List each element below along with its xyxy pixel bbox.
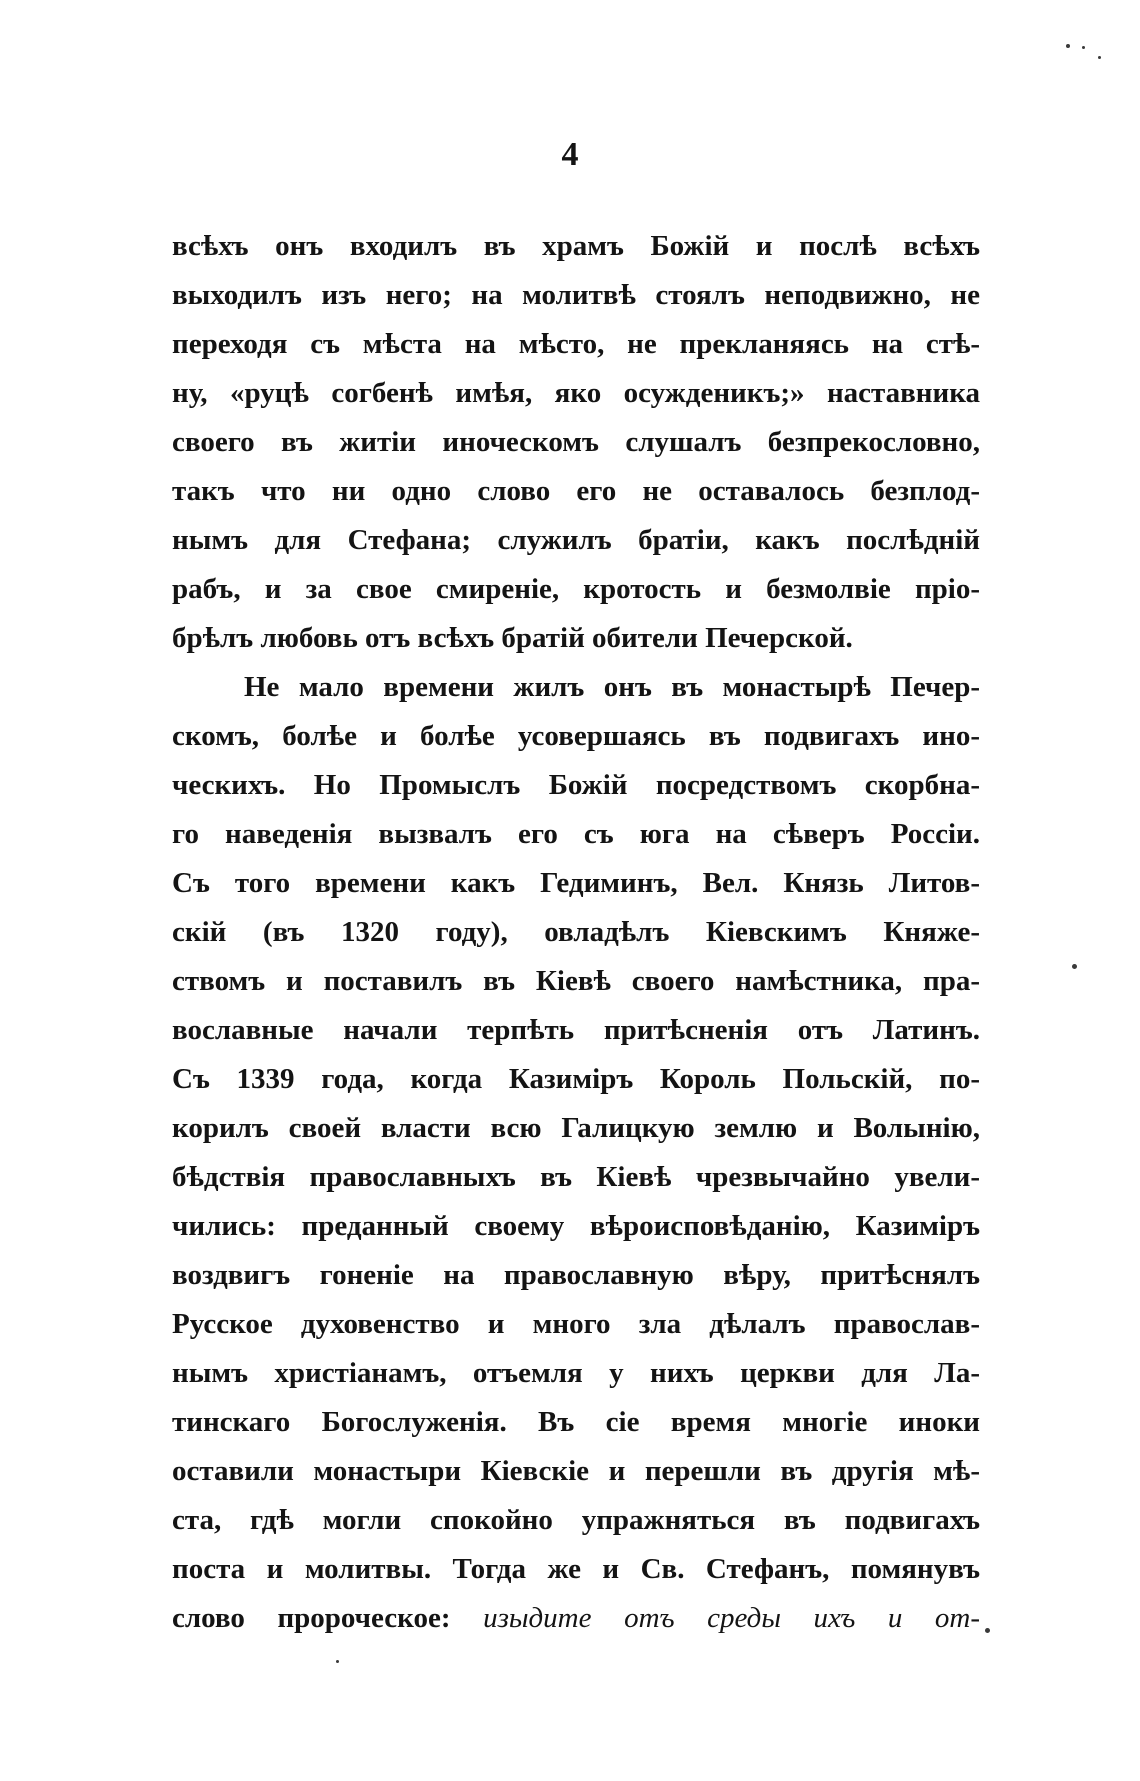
scan-speck bbox=[1082, 46, 1085, 49]
text-line: переходя съ мѣста на мѣсто, не прекланяясь на стѣ- bbox=[172, 328, 980, 360]
text-line: тинскаго Богослуженія. Въ сіе время многіе иноки bbox=[172, 1406, 980, 1438]
text-body bbox=[172, 222, 980, 1643]
text-line: такъ что ни одно слово его не оставалось безплод- bbox=[172, 475, 980, 507]
text-line: воздвигъ гоненіе на православную вѣру, притѣснялъ bbox=[172, 1259, 980, 1291]
text-line: бѣдствія православныхъ въ Кіевѣ чрезвычайно увели- bbox=[172, 1161, 980, 1193]
paragraph-end-line: брѣлъ любовь отъ всѣхъ братій обители Печерской. bbox=[172, 622, 853, 654]
text-line: корилъ своей власти всю Галицкую землю и Волынію, bbox=[172, 1112, 980, 1144]
text-line: вославные начали терпѣть притѣсненія отъ Латинъ. bbox=[172, 1014, 980, 1046]
scan-speck bbox=[1098, 56, 1101, 59]
text-line: го наведенія вызвалъ его съ юга на сѣверъ Россіи. bbox=[172, 818, 980, 850]
last-line-plain-text: слово пророческое: bbox=[172, 1602, 484, 1634]
text-line: ческихъ. Но Промыслъ Божій посредствомъ скорбна- bbox=[172, 769, 980, 801]
text-line: скій (въ 1320 году), овладѣлъ Кіевскимъ Княже- bbox=[172, 916, 980, 948]
page-number: 4 bbox=[561, 136, 579, 173]
text-line: рабъ, и за свое смиреніе, кротость и безмолвіе пріо- bbox=[172, 573, 980, 605]
text-line: ствомъ и поставилъ въ Кіевѣ своего намѣстника, пра- bbox=[172, 965, 980, 997]
text-line: своего въ житіи иноческомъ слушалъ безпрекословно, bbox=[172, 426, 980, 458]
text-line: чились: преданный своему вѣроисповѣданію, Казиміръ bbox=[172, 1210, 980, 1242]
text-line: нымъ христіанамъ, отъемля у нихъ церкви для Ла- bbox=[172, 1357, 980, 1389]
text-line: оставили монастыри Кіевскіе и перешли въ другія мѣ- bbox=[172, 1455, 980, 1487]
text-line: нымъ для Стефана; служилъ братіи, какъ послѣдній bbox=[172, 524, 980, 556]
scan-speck bbox=[1066, 44, 1070, 48]
text-line: скомъ, болѣе и болѣе усовершаясь въ подвигахъ ино- bbox=[172, 720, 980, 752]
scan-speck bbox=[1072, 964, 1077, 969]
text-line: Съ того времени какъ Гедиминъ, Вел. Князь Литов- bbox=[172, 867, 980, 899]
text-line: ста, гдѣ могли спокойно упражняться въ подвигахъ bbox=[172, 1504, 980, 1536]
scan-speck bbox=[336, 1660, 339, 1663]
text-line: всѣхъ онъ входилъ въ храмъ Божій и послѣ всѣхъ bbox=[172, 230, 980, 262]
scan-speck bbox=[985, 1628, 990, 1633]
text-line: Съ 1339 года, когда Казиміръ Король Польскій, по- bbox=[172, 1063, 980, 1095]
text-line: выходилъ изъ него; на молитвѣ стоялъ неподвижно, не bbox=[172, 279, 980, 311]
paragraph-start-line: Не мало времени жилъ онъ въ монастырѣ Печер- bbox=[244, 671, 980, 703]
text-line: поста и молитвы. Тогда же и Св. Стефанъ, помянувъ bbox=[172, 1553, 980, 1585]
text-line: Русское духовенство и много зла дѣлалъ православ- bbox=[172, 1308, 980, 1340]
last-text-line bbox=[172, 1594, 980, 1643]
last-line-italic-text: изыдите отъ среды ихъ и от- bbox=[483, 1602, 980, 1634]
text-line: ну, «руцѣ согбенѣ имѣя, яко осужденикъ;» наставника bbox=[172, 377, 980, 409]
